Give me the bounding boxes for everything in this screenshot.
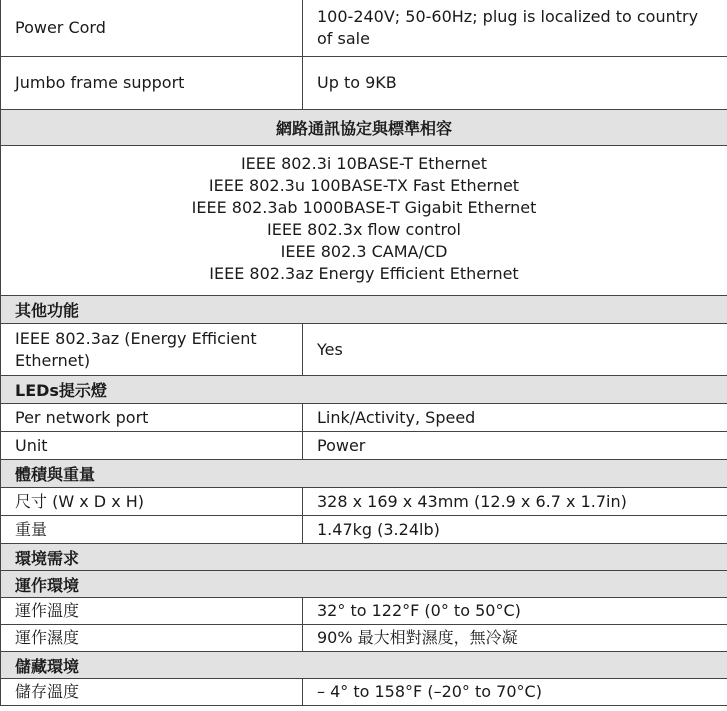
spec-value-storage-temp: – 4° to 158°F (–20° to 70°C) [303, 679, 727, 706]
spec-label-weight: 重量 [1, 516, 303, 544]
section-row [1, 376, 727, 404]
section-title-environment: 環境需求 [1, 544, 727, 571]
section-row [1, 110, 727, 146]
spec-label-unit: Unit [1, 432, 303, 460]
spec-value-operating-humidity: 90% 最大相對濕度，無冷凝 [303, 625, 727, 652]
spec-value-operating-temp: 32° to 122°F (0° to 50°C) [303, 598, 727, 625]
spec-value-size: 328 x 169 x 43mm (12.9 x 6.7 x 1.7in) [303, 488, 727, 516]
section-row [1, 652, 727, 679]
table-row [1, 516, 727, 544]
spec-value-power-cord: 100-240V; 50-60Hz; plug is localized to country of sale [303, 0, 727, 57]
table-row [1, 598, 727, 625]
spec-label-power-cord: Power Cord [1, 0, 303, 57]
spec-value-weight: 1.47kg (3.24lb) [303, 516, 727, 544]
section-title-other-features: 其他功能 [1, 296, 727, 324]
standard-line: IEEE 802.3i 10BASE-T Ethernet [240, 154, 488, 173]
table-row [1, 324, 727, 376]
table-row [1, 0, 727, 57]
table-row [1, 146, 727, 296]
spec-value-unit: Power [303, 432, 727, 460]
table-row [1, 404, 727, 432]
section-row [1, 296, 727, 324]
spec-label-eee: IEEE 802.3az (Energy Efficient Ethernet) [1, 324, 303, 376]
spec-value-jumbo-frame: Up to 9KB [303, 57, 727, 110]
section-row [1, 571, 727, 598]
section-row [1, 544, 727, 571]
standard-line: IEEE 802.3az Energy Efficient Ethernet [209, 264, 519, 283]
spec-value-per-port: Link/Activity, Speed [303, 404, 727, 432]
spec-value-eee: Yes [303, 324, 727, 376]
table-row [1, 432, 727, 460]
spec-label-storage-temp: 儲存溫度 [1, 679, 303, 706]
section-title-dimensions: 體積與重量 [1, 460, 727, 488]
table-row [1, 488, 727, 516]
standard-line: IEEE 802.3u 100BASE-TX Fast Ethernet [208, 176, 520, 195]
standard-line: IEEE 802.3x flow control [267, 220, 461, 239]
spec-label-operating-temp: 運作溫度 [1, 598, 303, 625]
standards-block [1, 146, 727, 296]
section-title-storage: 儲藏環境 [1, 652, 727, 679]
table-row [1, 625, 727, 652]
standard-line: IEEE 802.3ab 1000BASE-T Gigabit Ethernet [191, 198, 537, 217]
section-row [1, 460, 727, 488]
spec-label-operating-humidity: 運作濕度 [1, 625, 303, 652]
section-title-leds: LEDs提示燈 [1, 376, 727, 404]
standard-line: IEEE 802.3 CAMA/CD [280, 242, 448, 261]
section-title-operating: 運作環境 [1, 571, 727, 598]
spec-label-size: 尺寸 (W x D x H) [1, 488, 303, 516]
spec-label-per-port: Per network port [1, 404, 303, 432]
section-title-protocols: 網路通訊協定與標準相容 [1, 110, 727, 146]
spec-label-jumbo-frame: Jumbo frame support [1, 57, 303, 110]
table-row [1, 57, 727, 110]
table-row [1, 679, 727, 706]
